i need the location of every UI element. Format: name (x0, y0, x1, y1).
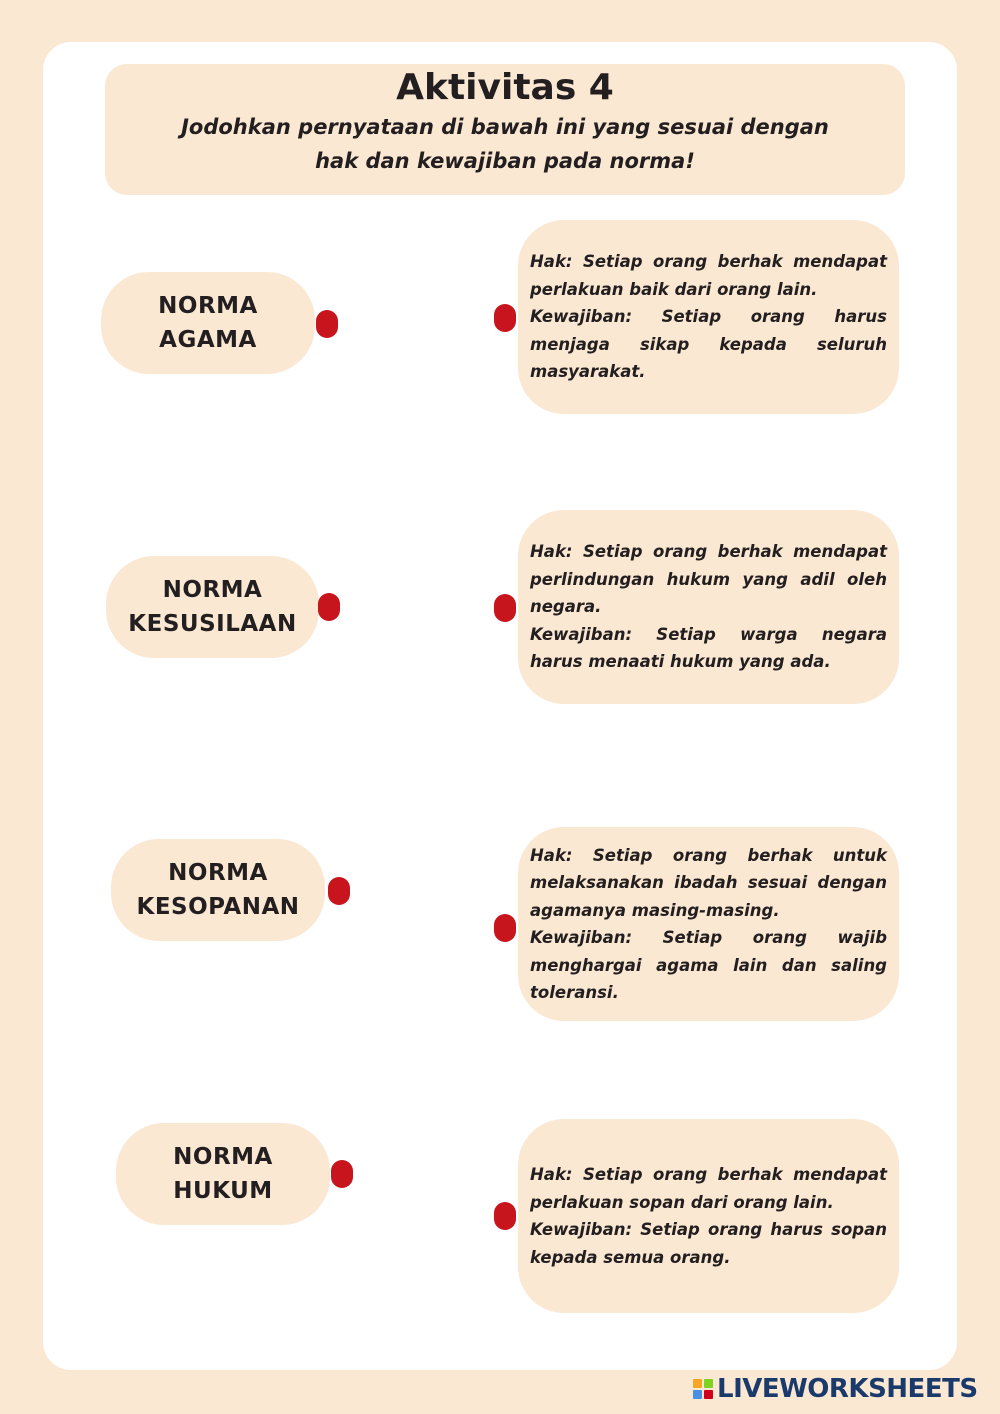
statement-2-connector-dot[interactable] (494, 594, 516, 622)
statement-3-connector-dot[interactable] (494, 914, 516, 942)
statement-hak: Hak: Setiap orang berhak mendapat perlindungan hukum yang adil oleh negara. (530, 542, 887, 617)
liveworksheets-brand (693, 1374, 978, 1404)
norm-kesusilaan-connector-dot[interactable] (318, 593, 340, 621)
norm-hukum-connector-dot[interactable] (331, 1160, 353, 1188)
instruction-line-2: hak dan kewajiban pada norma! (315, 149, 695, 173)
statement-box-4 (518, 1119, 899, 1313)
norm-label-line2: KESUSILAAN (128, 611, 297, 637)
statement-hak: Hak: Setiap orang berhak mendapat perlakuan sopan dari orang lain. (530, 1165, 887, 1212)
instruction-text (145, 110, 865, 178)
statement-box-1 (518, 220, 899, 414)
norm-label-line2: KESOPANAN (136, 894, 300, 920)
statement-box-2 (518, 510, 899, 704)
liveworksheets-logo-icon (693, 1379, 713, 1399)
statement-kewajiban: Kewajiban: Setiap orang wajib menghargai agama lain dan saling toleransi. (530, 928, 887, 1002)
statement-1-connector-dot[interactable] (494, 304, 516, 332)
norm-label-line1: NORMA (158, 293, 258, 319)
norm-agama-connector-dot[interactable] (316, 310, 338, 338)
norm-agama-box (101, 272, 315, 374)
norm-label-line1: NORMA (173, 1144, 273, 1170)
norm-hukum-box (116, 1123, 330, 1225)
statement-kewajiban: Kewajiban: Setiap orang harus sopan kepada semua orang. (530, 1220, 887, 1267)
statement-hak: Hak: Setiap orang berhak mendapat perlakuan baik dari orang lain. (530, 252, 887, 299)
norm-label-line1: NORMA (168, 860, 268, 886)
statement-hak: Hak: Setiap orang berhak untuk melaksanakan ibadah sesuai dengan agamanya masing-masing. (530, 845, 887, 920)
norm-kesusilaan-box (106, 556, 319, 658)
norm-label-line2: AGAMA (159, 327, 257, 353)
statement-box-3 (518, 827, 899, 1021)
norm-label-line2: HUKUM (173, 1178, 273, 1204)
norm-kesopanan-box (111, 839, 325, 941)
activity-header (105, 64, 905, 195)
norm-kesopanan-connector-dot[interactable] (328, 877, 350, 905)
statement-kewajiban: Kewajiban: Setiap orang harus menjaga sikap kepada seluruh masyarakat. (530, 307, 887, 382)
norm-label-line1: NORMA (162, 577, 263, 603)
instruction-line-1: Jodohkan pernyataan di bawah ini yang sesuai dengan (181, 115, 829, 139)
page-title: Aktivitas 4 (396, 67, 614, 108)
statement-4-connector-dot[interactable] (494, 1202, 516, 1230)
statement-kewajiban: Kewajiban: Setiap warga negara harus menaati hukum yang ada. (530, 624, 887, 672)
brand-name: LIVEWORKSHEETS (717, 1374, 978, 1404)
